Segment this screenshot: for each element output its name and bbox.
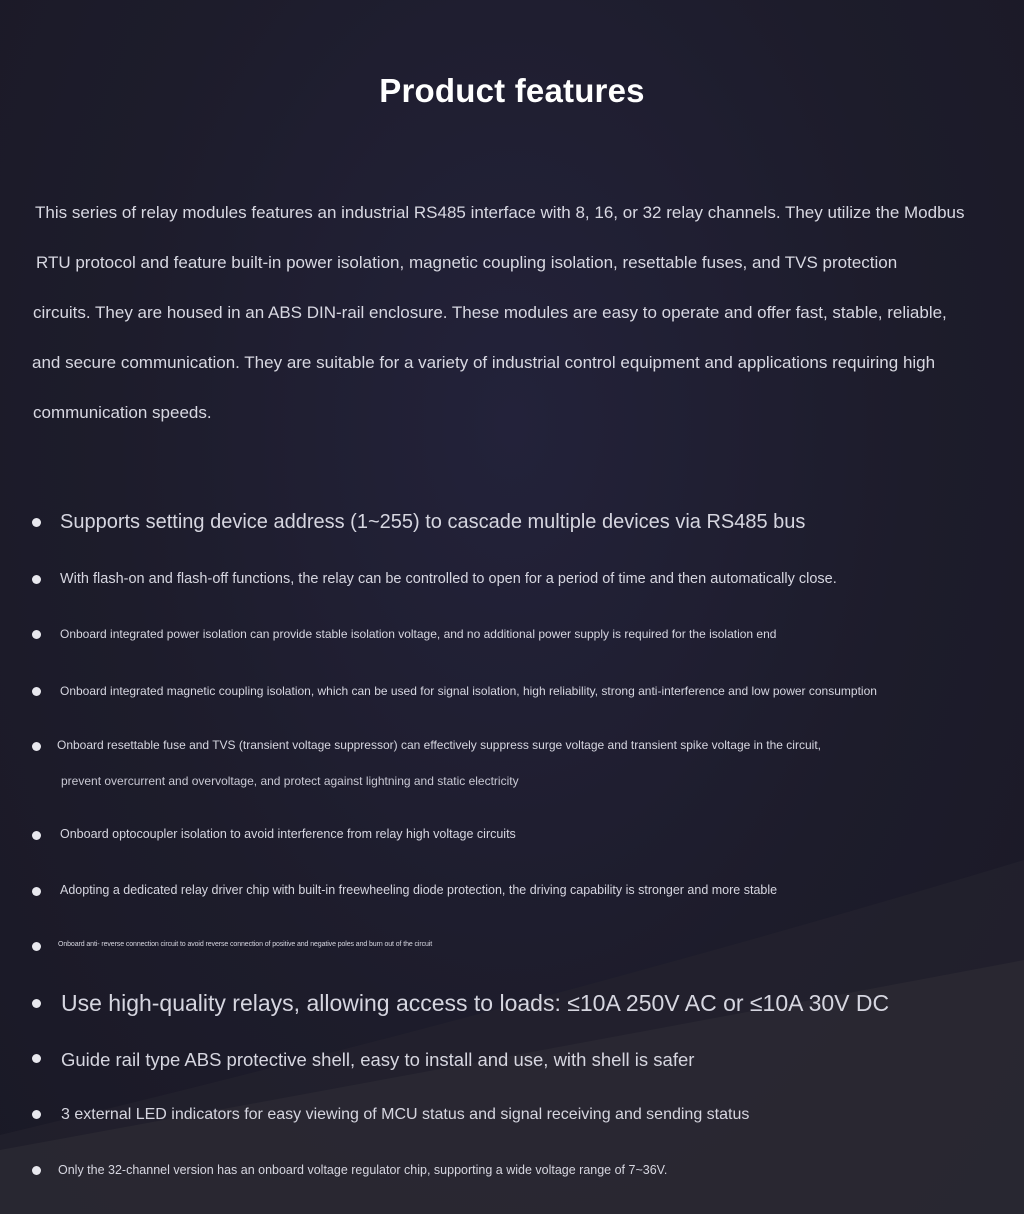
feature-text: Onboard integrated magnetic coupling isolation, which can be used for signal isolation, high reliability, strong anti-interference and low power consumption — [60, 684, 877, 698]
bullet-icon — [32, 742, 41, 751]
feature-text: Use high-quality relays, allowing access to loads: ≤10A 250V AC or ≤10A 30V DC — [61, 990, 890, 1016]
feature-text: Onboard optocoupler isolation to avoid interference from relay high voltage circuits — [60, 827, 516, 841]
bullet-icon — [32, 942, 41, 951]
feature-text: Onboard integrated power isolation can provide stable isolation voltage, and no additional power supply is required for the isolation end — [60, 627, 777, 641]
list-item — [32, 1161, 1012, 1179]
feature-text: Guide rail type ABS protective shell, easy to install and use, with shell is safer — [61, 1049, 695, 1070]
feature-text: 3 external LED indicators for easy viewing of MCU status and signal receiving and sending status — [61, 1106, 750, 1123]
bullet-icon — [32, 887, 41, 896]
bullet-icon — [32, 1054, 41, 1063]
bullet-icon — [32, 630, 41, 639]
list-item — [32, 682, 1012, 700]
bullet-icon — [32, 575, 41, 584]
feature-text: Supports setting device address (1~255) to cascade multiple devices via RS485 bus — [60, 511, 806, 533]
list-item — [32, 825, 1012, 843]
bullet-icon — [32, 831, 41, 840]
intro-line: This series of relay modules features an industrial RS485 interface with 8, 16, or 32 relay channels. They utilize the Modbus — [35, 203, 965, 222]
intro-line: RTU protocol and feature built-in power isolation, magnetic coupling isolation, resettable fuses, and TVS protection — [36, 253, 898, 272]
feature-text: Adopting a dedicated relay driver chip with built-in freewheeling diode protection, the driving capability is stronger and more stable — [60, 883, 778, 897]
list-item — [32, 1104, 1012, 1126]
intro-line: and secure communication. They are suitable for a variety of industrial control equipment and applications requiring high — [32, 353, 936, 372]
list-item — [32, 939, 1012, 953]
list-item — [32, 988, 1012, 1020]
list-item — [32, 625, 1012, 643]
feature-text: With flash-on and flash-off functions, the relay can be controlled to open for a period of time and then automatically close. — [60, 571, 837, 587]
feature-text: Only the 32-channel version has an onboard voltage regulator chip, supporting a wide voltage range of 7~36V. — [58, 1163, 668, 1177]
feature-text-continuation: prevent overcurrent and overvoltage, and protect against lightning and static electricity — [61, 774, 519, 788]
page-title: Product features — [379, 72, 645, 109]
feature-text: Onboard resettable fuse and TVS (transient voltage suppressor) can effectively suppress surge voltage and transient spike voltage in the circuit, — [57, 738, 821, 752]
list-item — [32, 736, 1012, 792]
bullet-icon — [32, 687, 41, 696]
list-item — [32, 1047, 1012, 1073]
list-item — [32, 509, 1012, 537]
feature-text: Onboard anti- reverse connection circuit to avoid reverse connection of positive and negative poles and burn out of the circuit — [58, 941, 433, 948]
bullet-icon — [32, 518, 41, 527]
bullet-icon — [32, 999, 41, 1008]
list-item — [32, 569, 1012, 589]
list-item — [32, 881, 1012, 899]
intro-line: circuits. They are housed in an ABS DIN-rail enclosure. These modules are easy to operate and offer fast, stable, reliable, — [33, 303, 947, 322]
intro-line: communication speeds. — [33, 403, 212, 422]
bullet-icon — [32, 1110, 41, 1119]
bullet-icon — [32, 1166, 41, 1175]
